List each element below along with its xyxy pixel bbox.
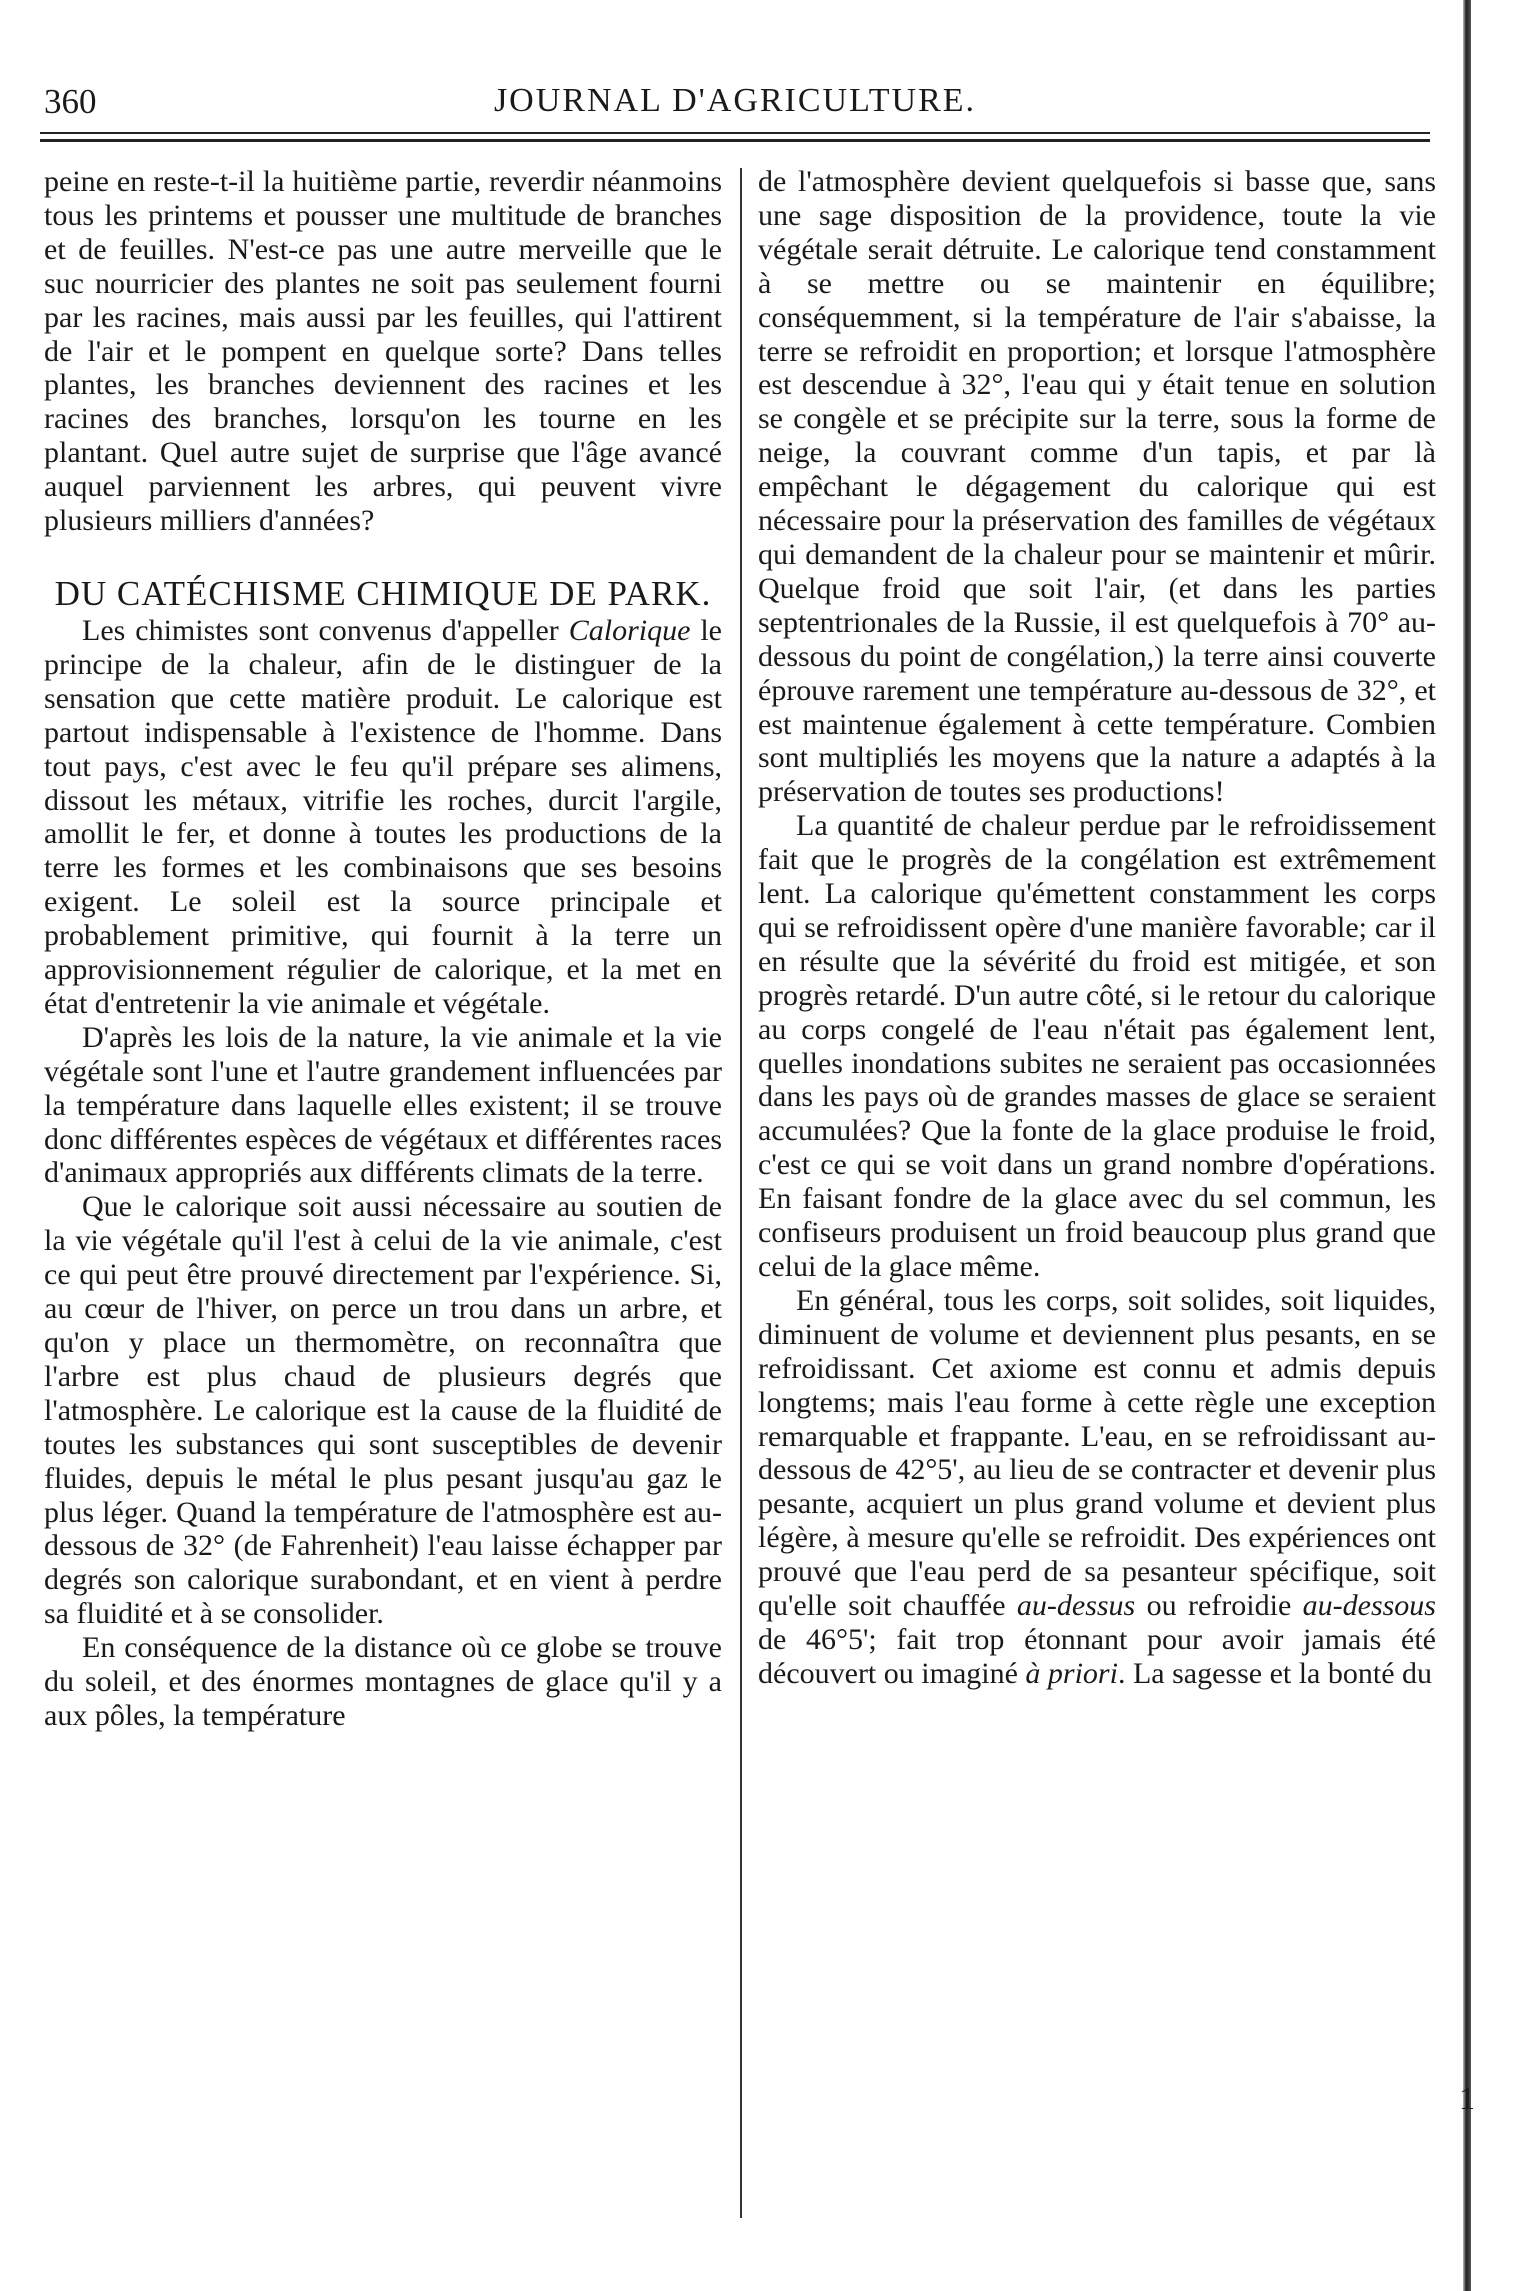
paragraph-text: de 46°5'; fait trop étonnant pour avoir jamais été découvert ou imaginé <box>758 1622 1436 1690</box>
header-rule-thin <box>40 132 1430 134</box>
paragraph <box>44 614 722 1021</box>
paragraph: D'après les lois de la nature, la vie animale et la vie végétale sont l'une et l'autre grandement influencées par la température dans laquelle elles existent; il se trouve donc différentes espèces de végétaux et différentes races d'animaux appropriés aux différents climats de la terre. <box>44 1020 722 1190</box>
paragraph <box>758 1284 1436 1691</box>
left-column <box>44 165 722 1733</box>
paragraph-text: le principe de la chaleur, afin de le distinguer de la sensation que cette matière produit. Le calorique est partout indispensable à l'existence de l'homme. Dans tout pays, c'est avec le feu qu'il prépare ses alimens, dissout les métaux, vitrifie les roches, durcit l'argile, amollit le fer, et donne à toutes les productions de la terre les formes et les combinaisons que ses besoins exigent. Le soleil est la source principale et probablement primitive, qui fournit à la terre un approvisionnement régulier de calorique, et la met en état d'entretenir la vie animale et végétale. <box>44 613 722 1020</box>
paragraph: La quantité de chaleur perdue par le refroidissement fait que le progrès de la congélation est extrêmement lent. La calorique qu'émettent constamment les corps qui se refroidissent opère d'une manière favorable; car il en résulte que la sévérité du froid est mitigée, et son progrès retardé. D'un autre côté, si le retour du calorique au corps congelé de l'eau n'était pas également lent, quelles inondations subites ne seraient pas occasionnées dans les pays où de grandes masses de glace se seraient accumulées? Que la fonte de la glace produise le froid, c'est ce qui se voit dans un grand nombre d'opérations. En faisant fondre de la glace avec du sel commun, les confiseurs produisent un froid beaucoup plus grand que celui de la glace même. <box>758 809 1436 1283</box>
paragraph-text: ou refroidie <box>1135 1589 1303 1623</box>
running-title: JOURNAL D'AGRICULTURE. <box>493 82 977 119</box>
page-number: 360 <box>44 82 97 121</box>
italic-term: au-dessus <box>1016 1589 1136 1623</box>
column-divider <box>740 168 742 2218</box>
journal-page <box>40 0 1440 2291</box>
paragraph: En conséquence de la distance où ce globe se trouve du soleil, et des énormes montagnes de glace qu'il y a aux pôles, la température <box>44 1631 722 1732</box>
paragraph: Que le calorique soit aussi nécessaire au soutien de la vie végétale qu'il l'est à celui de la vie animale, c'est ce qui peut être prouvé directement par l'expérience. Si, au cœur de l'hiver, on perce un trou dans un arbre, et qu'on y place un thermomètre, on reconnaîtra que l'arbre est plus chaud de plusieurs degrés que l'atmosphère. Le calorique est la cause de la fluidité de toutes les substances qui sont susceptibles de devenir fluides, depuis le métal le plus pesant jusqu'au gaz le plus léger. Quand la température de l'atmosphère est au-dessous de 32° (de Fahrenheit) l'eau laisse échapper par degrés son calorique surabondant, et en vient à perdre sa fluidité et à se consolider. <box>44 1190 722 1631</box>
header-rule-thick <box>40 139 1430 142</box>
scan-edge-shadow <box>1463 0 1471 2291</box>
right-column <box>758 165 1436 1691</box>
italic-term: à priori <box>1025 1656 1118 1690</box>
italic-term: au-dessous <box>1302 1589 1436 1623</box>
paragraph-text: En général, tous les corps, soit solides, soit liquides, diminuent de volume et deviennent plus pesants, en se refroidissant. Cet axiome est connu et admis depuis longtems; mais l'eau forme à cette règle une exception remarquable et frappante. L'eau, en se refroidissant au-dessous de 42°5', au lieu de se contracter et devenir plus pesante, acquiert un plus grand volume et devient plus légère, à mesure qu'elle se refroidit. Des expériences ont prouvé que l'eau perd de sa pesanteur spécifique, soit qu'elle soit chauffée <box>758 1283 1436 1623</box>
section-title: DU CATÉCHISME CHIMIQUE DE PARK. <box>54 573 712 613</box>
margin-mark: 1 <box>1459 2080 1475 2116</box>
paragraph: de l'atmosphère devient quelquefois si basse que, sans une sage disposition de la providence, toute la vie végétale serait détruite. Le calorique tend constamment à se mettre ou se maintenir en équilibre; conséquemment, si la température de l'air s'abaisse, la terre se refroidit en proportion; et lorsque l'atmosphère est descendue à 32°, l'eau qui y était tenue en solution se congèle et se précipite sur la terre, sous la forme de neige, la couvrant comme d'un tapis, et par là empêchant le dégagement du calorique qui est nécessaire pour la préservation des familles de végétaux qui demandent de la chaleur pour se maintenir et mûrir. Quelque froid que soit l'air, (et dans les parties septentrionales de la Russie, il est quelquefois à 70° au-dessous du point de congélation,) la terre ainsi couverte éprouve rarement une température au-dessous de 32°, et est maintenue également à cette température. Combien sont multipliés les moyens que la nature a adaptés à la préservation de toutes ses productions! <box>758 165 1436 809</box>
paragraph-text: Les chimistes sont convenus d'appeller <box>82 613 569 647</box>
page-header <box>40 82 1430 132</box>
paragraph-text: . La sagesse et la bonté du <box>1117 1656 1433 1690</box>
paragraph: peine en reste-t-il la huitième partie, reverdir néanmoins tous les printems et pousser une multitude de branches et de feuilles. N'est-ce pas une autre merveille que le suc nourricier des plantes ne soit pas seulement fourni par les racines, mais aussi par les feuilles, qui l'attirent de l'air et le pompent en quelque sorte? Dans telles plantes, les branches deviennent des racines et les racines des branches, lorsqu'on les tourne en les plantant. Quel autre sujet de surprise que l'âge avancé auquel parviennent les arbres, qui peuvent vivre plusieurs milliers d'années? <box>44 165 722 538</box>
italic-term: Calorique <box>568 613 691 647</box>
